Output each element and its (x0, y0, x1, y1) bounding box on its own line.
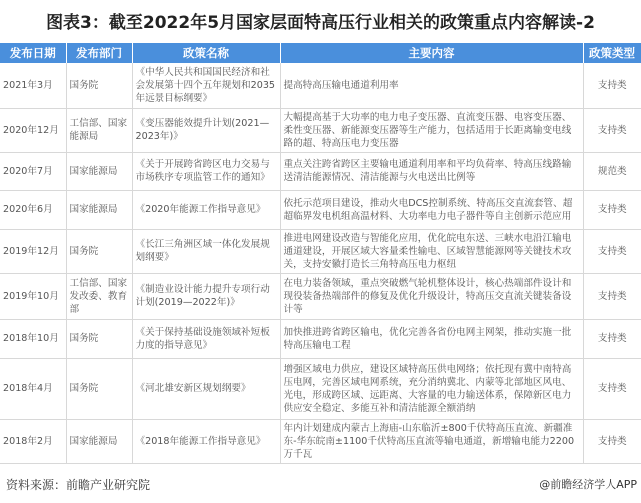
cell-type: 支持类 (583, 229, 641, 273)
cell-type: 支持类 (583, 273, 641, 319)
page-title: 图表3：截至2022年5月国家层面特高压行业相关的政策重点内容解读-2 (46, 13, 595, 33)
table-row (0, 358, 641, 419)
cell-date: 2018年4月 (0, 358, 66, 419)
credit-note: @前瞻经济学人APP (539, 478, 637, 491)
cell-dept: 国务院 (66, 63, 132, 108)
cell-type: 支持类 (583, 63, 641, 108)
cell-content: 大幅提高基于大功率的电力电子变压器、直流变压器、电容变压器、柔性变压器、新能源变压器等生产能力，包括适用于长距离输变电线路的超、特高压电力变压器 (280, 108, 583, 152)
table-row (0, 63, 641, 108)
column-header: 主要内容 (280, 43, 583, 63)
cell-name: 《2020年能源工作指导意见》 (132, 190, 280, 229)
cell-content: 重点关注跨省跨区主要输电通道利用率和平均负荷率、特高压线路输送清洁能源情况、清洁能源与火电送出比例等 (280, 152, 583, 190)
cell-type: 支持类 (583, 108, 641, 152)
column-header: 政策名称 (132, 43, 280, 63)
cell-type: 支持类 (583, 358, 641, 419)
cell-date: 2020年12月 (0, 108, 66, 152)
table-row (0, 229, 641, 273)
cell-dept: 国家能源局 (66, 190, 132, 229)
cell-date: 2020年7月 (0, 152, 66, 190)
cell-type: 支持类 (583, 419, 641, 463)
cell-type: 支持类 (583, 319, 641, 358)
table-row (0, 190, 641, 229)
cell-name: 《关于开展跨省跨区电力交易与市场秩序专项监管工作的通知》 (132, 152, 280, 190)
cell-dept: 国家能源局 (66, 419, 132, 463)
cell-date: 2021年3月 (0, 63, 66, 108)
table-row (0, 273, 641, 319)
cell-content: 年内计划建成内蒙古上海庙-山东临沂±800千伏特高压直流、新疆准东-华东皖南±1100千伏特高压直流等输电通道，新增输电能力2200万千瓦 (280, 419, 583, 463)
cell-date: 2018年10月 (0, 319, 66, 358)
cell-dept: 国家能源局 (66, 152, 132, 190)
table-header (0, 43, 641, 63)
column-header: 政策类型 (583, 43, 641, 63)
cell-content: 推进电网建设改造与智能化应用，优化皖电东送、三峡水电沿江输电通道建设，开展区域大容量柔性输电、区域智慧能源网等关键技术攻关，支持安徽打造长三角特高压电力枢纽 (280, 229, 583, 273)
cell-date: 2019年10月 (0, 273, 66, 319)
cell-dept: 国务院 (66, 229, 132, 273)
cell-name: 《中华人民共和国国民经济和社会发展第十四个五年规划和2035年远景目标纲要》 (132, 63, 280, 108)
table-row (0, 152, 641, 190)
cell-name: 《制造业设计能力提升专项行动计划(2019—2022年)》 (132, 273, 280, 319)
table-row (0, 319, 641, 358)
cell-name: 《变压器能效提升计划(2021—2023年)》 (132, 108, 280, 152)
cell-content: 依托示范项目建设，推动火电DCS控制系统、特高压交直流套管、超超临界发电机组高温材料、大功率电力电子器件等自主创新示范应用 (280, 190, 583, 229)
column-header: 发布部门 (66, 43, 132, 63)
cell-name: 《长江三角洲区域一体化发展规划纲要》 (132, 229, 280, 273)
cell-dept: 工信部、国家能源局 (66, 108, 132, 152)
cell-content: 在电力装备领域，重点突破燃气轮机整体设计，核心热端部件设计和现役装备热端部件的修复及优化升级设计，特高压交直流关键装备设计等 (280, 273, 583, 319)
cell-content: 增强区域电力供应，建设区域特高压供电网络；依托现有冀中南特高压电网，完善区域电网系统，充分消纳冀北、内蒙等北部地区风电、光电，形成跨区域、远距离、大容量的电力输送体系，保障新区电力供应安全稳定、多能互补和清洁能源全额消纳 (280, 358, 583, 419)
source-note: 资料来源：前瞻产业研究院 (6, 478, 151, 492)
cell-date: 2018年2月 (0, 419, 66, 463)
cell-dept: 国务院 (66, 358, 132, 419)
cell-dept: 国务院 (66, 319, 132, 358)
cell-content: 提高特高压输电通道利用率 (280, 63, 583, 108)
table-row (0, 419, 641, 463)
cell-name: 《2018年能源工作指导意见》 (132, 419, 280, 463)
cell-name: 《河北雄安新区规划纲要》 (132, 358, 280, 419)
table-row (0, 108, 641, 152)
cell-type: 支持类 (583, 190, 641, 229)
cell-date: 2020年6月 (0, 190, 66, 229)
cell-content: 加快推进跨省跨区输电，优化完善各省份电网主网架，推动实施一批特高压输电工程 (280, 319, 583, 358)
cell-date: 2019年12月 (0, 229, 66, 273)
cell-dept: 工信部、国家发改委、教育部 (66, 273, 132, 319)
cell-name: 《关于保持基础设施领域补短板力度的指导意见》 (132, 319, 280, 358)
column-header: 发布日期 (0, 43, 66, 63)
cell-type: 规范类 (583, 152, 641, 190)
policy-table (0, 43, 641, 464)
